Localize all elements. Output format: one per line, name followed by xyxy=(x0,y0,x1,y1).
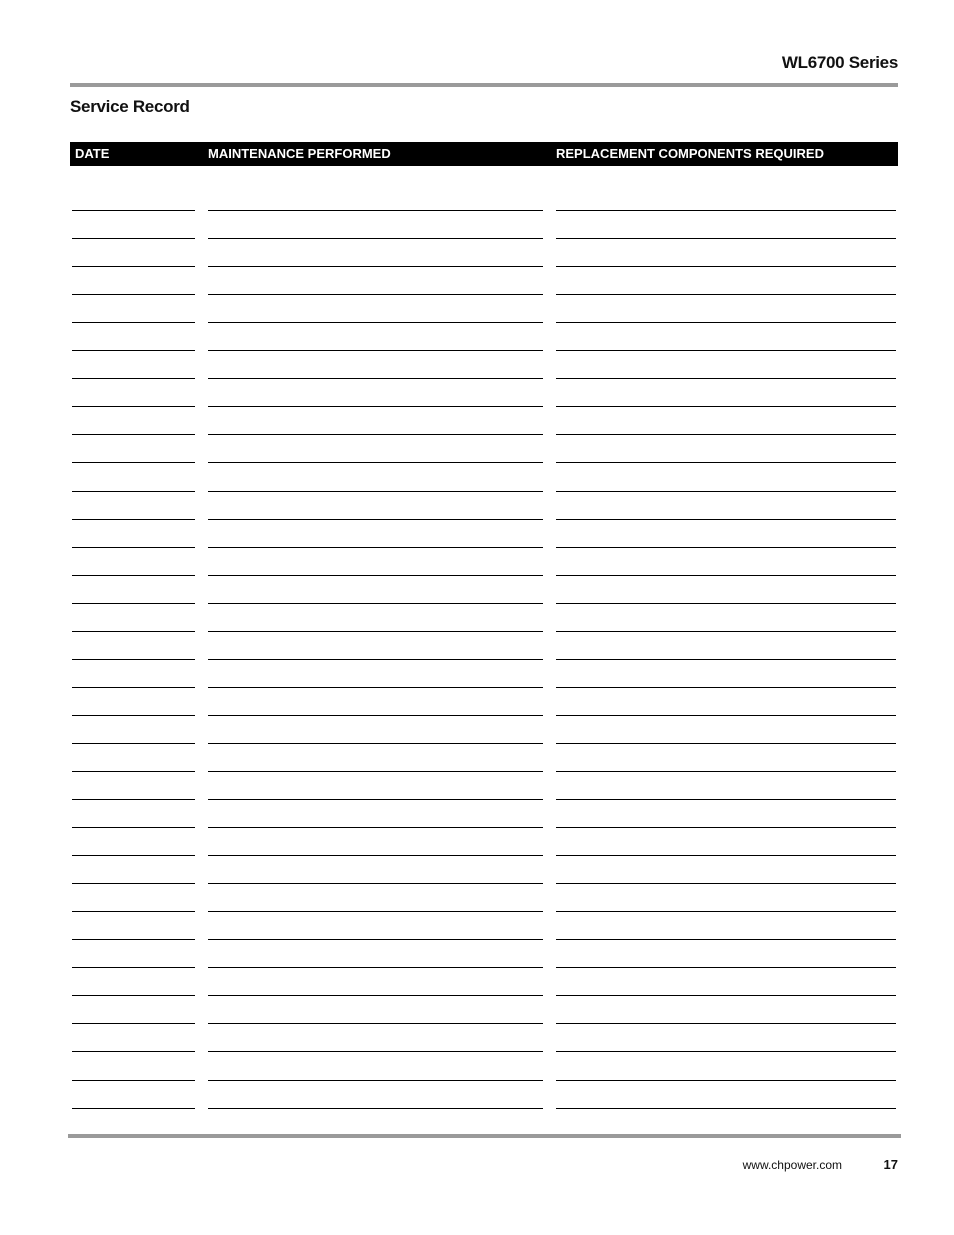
table-row xyxy=(0,912,954,940)
table-row xyxy=(0,1024,954,1052)
section-title: Service Record xyxy=(70,97,190,116)
table-row xyxy=(0,884,954,912)
table-row xyxy=(0,492,954,520)
table-row xyxy=(0,211,954,239)
table-row xyxy=(0,940,954,968)
table-row xyxy=(0,435,954,463)
top-divider xyxy=(70,83,898,87)
table-row xyxy=(0,323,954,351)
table-row xyxy=(0,632,954,660)
table-row xyxy=(0,1081,954,1109)
table-row xyxy=(0,548,954,576)
maintenance-line xyxy=(208,1108,543,1109)
column-header-maintenance-performed: MAINTENANCE PERFORMED xyxy=(208,146,391,161)
table-row xyxy=(0,800,954,828)
series-title: WL6700 Series xyxy=(781,53,898,72)
table-row xyxy=(0,604,954,632)
table-row xyxy=(0,267,954,295)
service-record-rows xyxy=(0,183,954,1109)
table-row xyxy=(0,688,954,716)
table-row xyxy=(0,576,954,604)
table-row xyxy=(0,351,954,379)
table-row xyxy=(0,716,954,744)
column-header-replacement-components: REPLACEMENT COMPONENTS REQUIRED xyxy=(556,146,824,161)
table-row xyxy=(0,1052,954,1080)
table-row xyxy=(0,772,954,800)
table-row xyxy=(0,520,954,548)
table-row xyxy=(0,463,954,491)
page-number: 17 xyxy=(883,1157,898,1172)
table-row xyxy=(0,295,954,323)
table-row xyxy=(0,828,954,856)
column-header-date: DATE xyxy=(75,146,110,161)
bottom-divider xyxy=(68,1134,901,1138)
table-row xyxy=(0,183,954,211)
date-line xyxy=(72,1108,195,1109)
service-record-table-header xyxy=(70,142,898,166)
table-row xyxy=(0,660,954,688)
table-row xyxy=(0,968,954,996)
replacement-line xyxy=(556,1108,896,1109)
table-row xyxy=(0,407,954,435)
table-row xyxy=(0,856,954,884)
table-row xyxy=(0,996,954,1024)
footer-url: www.chpower.com xyxy=(742,1158,842,1172)
table-row xyxy=(0,239,954,267)
table-row xyxy=(0,744,954,772)
table-row xyxy=(0,379,954,407)
